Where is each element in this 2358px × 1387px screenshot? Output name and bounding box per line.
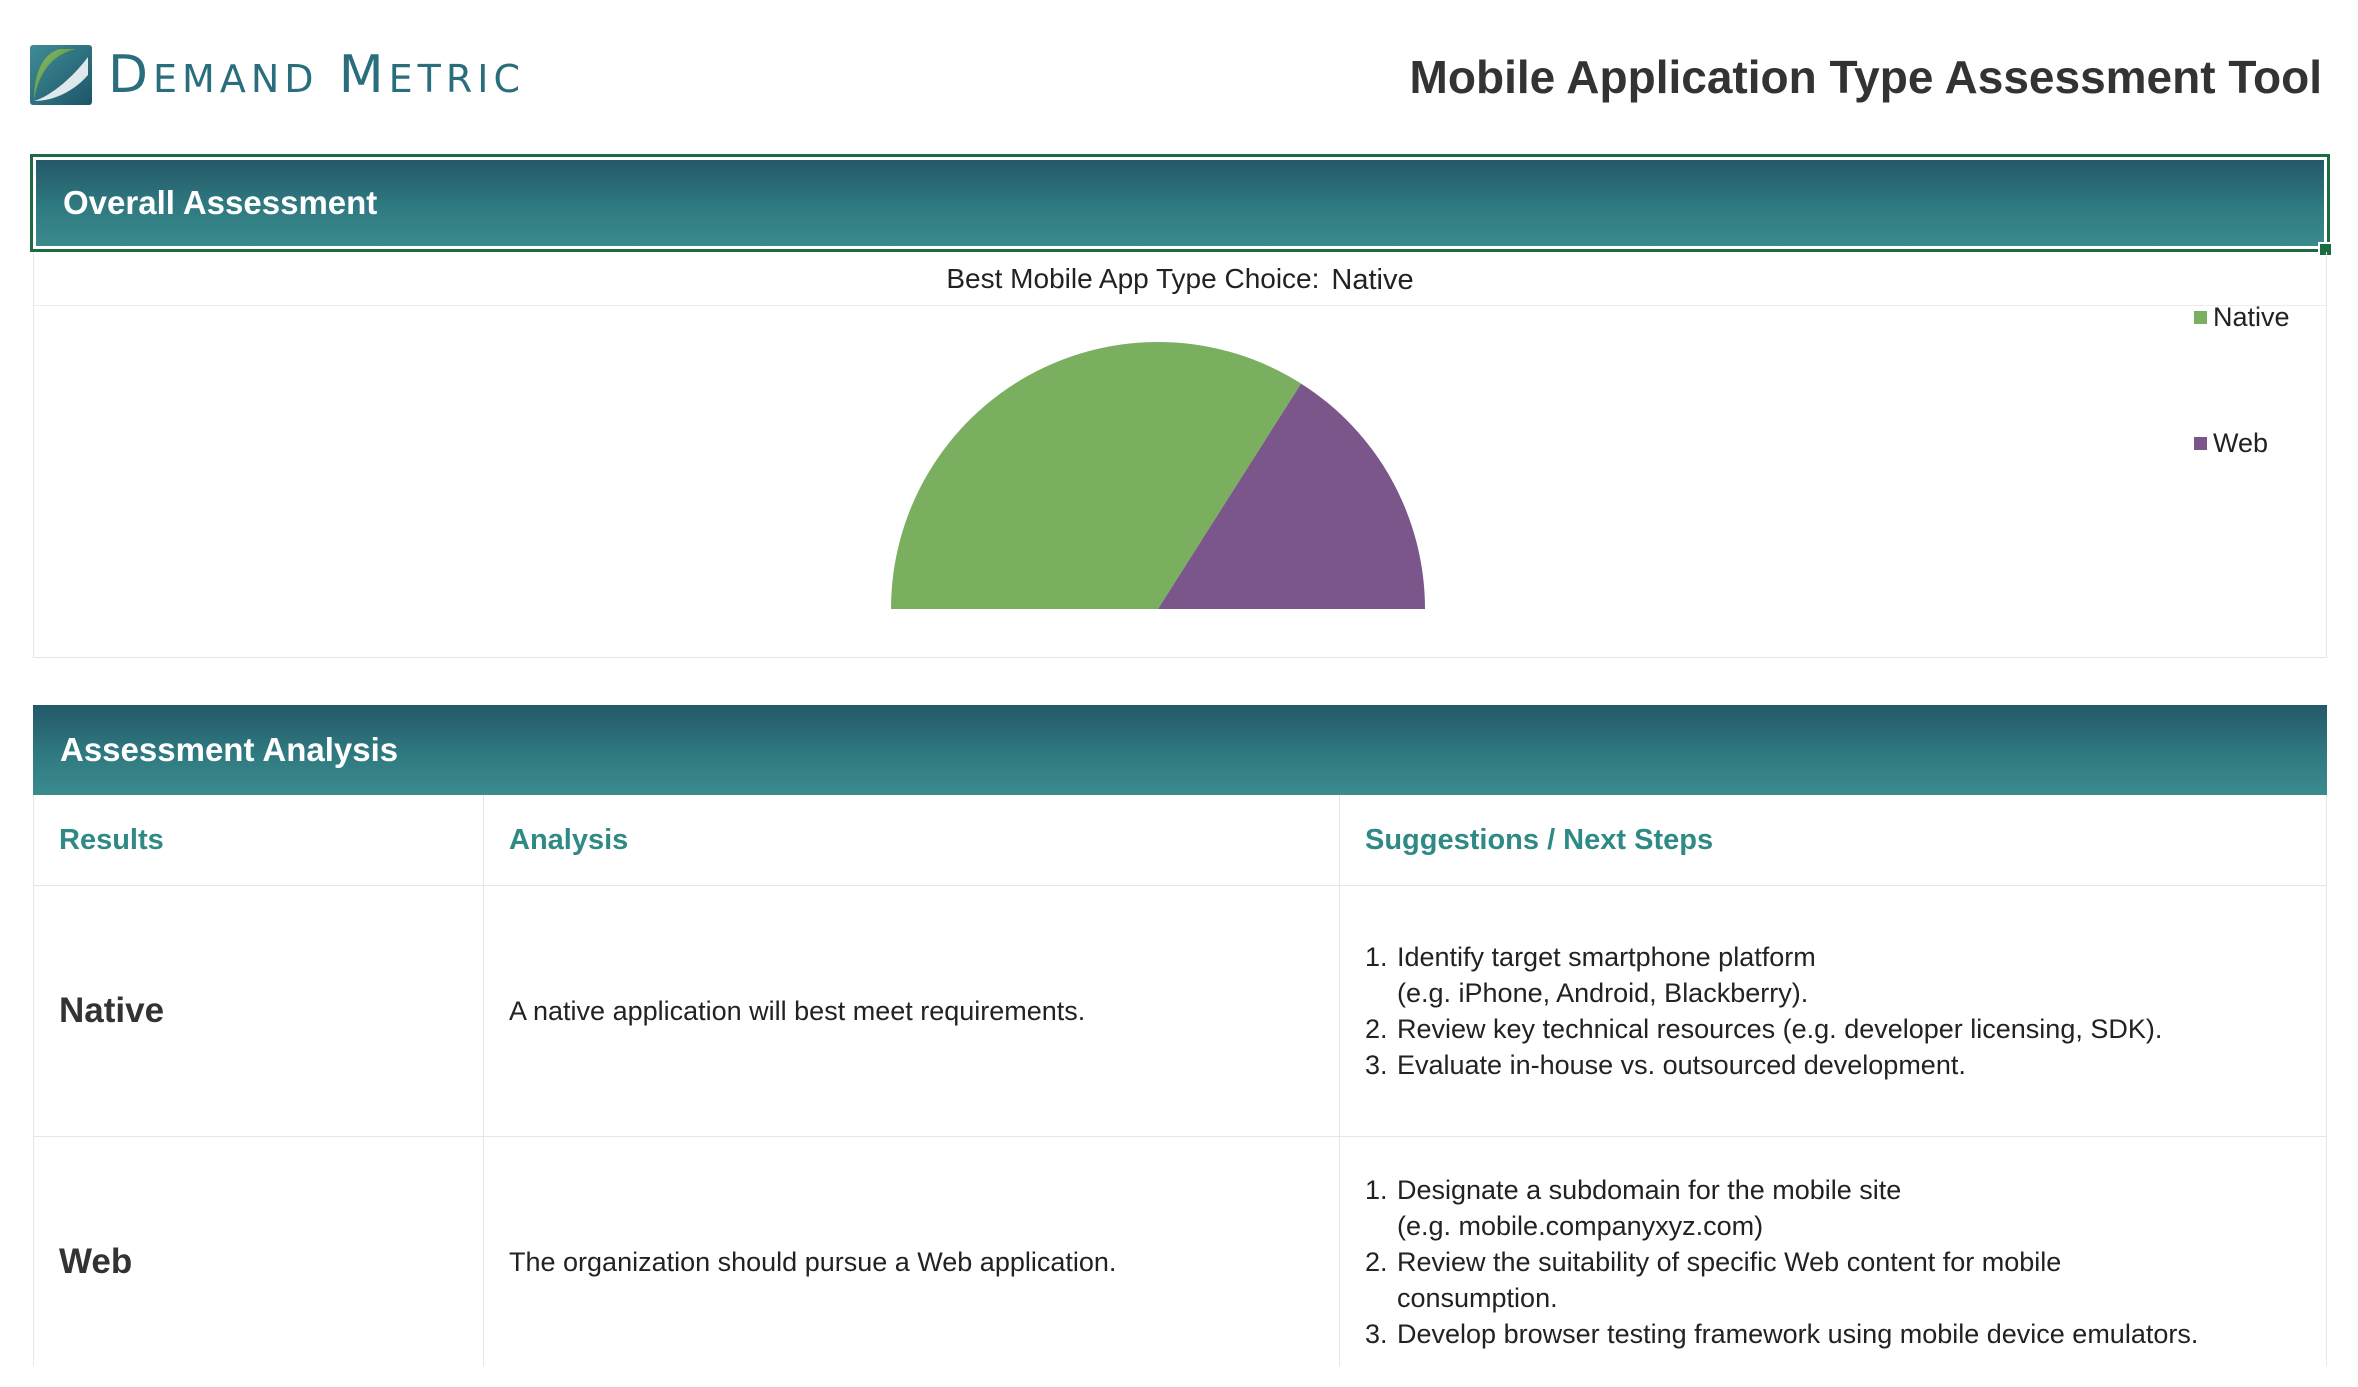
column-header-analysis[interactable]: Analysis <box>509 823 629 856</box>
assessment-analysis-title: Assessment Analysis <box>60 731 399 768</box>
analysis-text: The organization should pursue a Web application. <box>509 1246 1117 1277</box>
next-steps-list <box>1365 939 2162 1083</box>
document-title: Mobile Application Type Assessment Tool <box>1409 51 2322 103</box>
table-row-native-analysis[interactable] <box>509 886 1085 1136</box>
next-step-item: (e.g. iPhone, Android, Blackberry). <box>1397 978 1809 1008</box>
analysis-text: A native application will best meet requirements. <box>509 995 1086 1026</box>
next-step-item: (e.g. mobile.companyxyz.com) <box>1397 1211 1764 1241</box>
next-step-item: 1. Designate a subdomain for the mobile site <box>1365 1175 1902 1205</box>
legend-label-web: Web <box>2213 428 2269 458</box>
logo-mark-icon <box>30 45 92 105</box>
best-choice-label: Best Mobile App Type Choice: <box>946 262 1320 294</box>
column-divider <box>1339 795 1340 1366</box>
column-header-suggestions[interactable]: Suggestions / Next Steps <box>1365 823 1714 856</box>
next-step-item: 3. Develop browser testing framework using mobile device emulators. <box>1365 1319 2199 1349</box>
logo-wordmark: DEMAND METRIC <box>108 45 526 105</box>
result-name: Native <box>59 991 165 1030</box>
next-step-item: 3. Evaluate in-house vs. outsourced development. <box>1365 1050 1966 1080</box>
legend-label-native: Native <box>2213 302 2290 332</box>
legend-swatch-web <box>2194 437 2207 450</box>
next-step-item: 1. Identify target smartphone platform <box>1365 942 1816 972</box>
table-row-native-steps[interactable] <box>1365 886 2162 1136</box>
table-row-web-analysis[interactable] <box>509 1137 1116 1387</box>
next-step-item: 2. Review the suitability of specific Web content for mobile <box>1365 1247 2062 1277</box>
result-name: Web <box>59 1242 133 1281</box>
next-step-item: 2. Review key technical resources (e.g. developer licensing, SDK). <box>1365 1014 2163 1044</box>
column-header-results[interactable]: Results <box>59 823 164 856</box>
best-choice-value: Native <box>1331 264 1414 296</box>
overall-assessment-panel <box>33 252 2327 658</box>
next-steps-list <box>1365 1172 2198 1352</box>
next-step-item: consumption. <box>1397 1283 1558 1313</box>
app-type-half-pie-chart[interactable] <box>34 252 2328 658</box>
legend-swatch-native <box>2194 311 2207 324</box>
table-row-native-result[interactable] <box>59 886 164 1136</box>
table-row-web-steps[interactable] <box>1365 1137 2198 1387</box>
table-row-web-result[interactable] <box>59 1137 132 1387</box>
overall-assessment-title: Overall Assessment <box>63 184 378 221</box>
demand-metric-logo <box>30 44 525 106</box>
legend-item-web <box>2194 428 2268 459</box>
legend-item-native <box>2194 302 2290 333</box>
assessment-analysis-table <box>33 795 2327 1366</box>
column-divider <box>483 795 484 1366</box>
assessment-analysis-header[interactable] <box>33 705 2327 795</box>
overall-assessment-header[interactable] <box>33 157 2327 249</box>
